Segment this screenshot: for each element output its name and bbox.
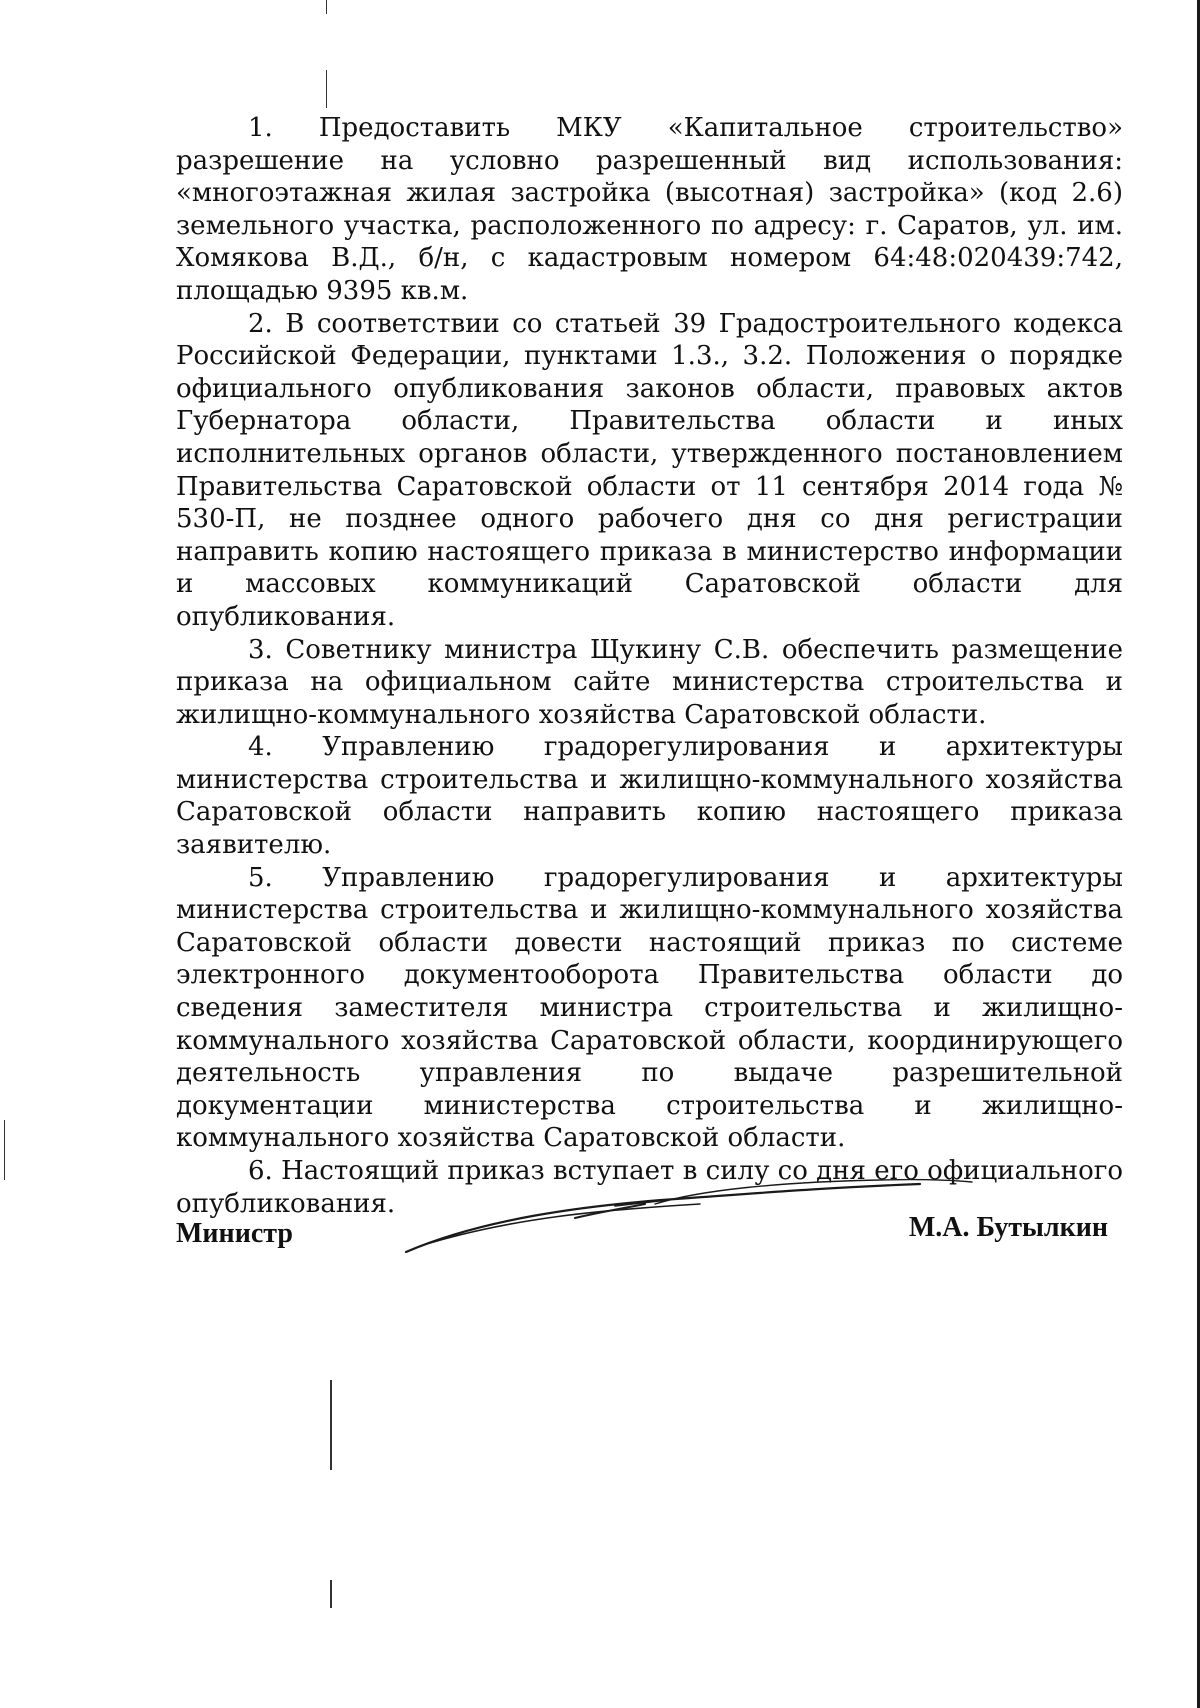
document-body: [176, 112, 1123, 1220]
signature-block: [176, 1210, 1108, 1270]
scan-artifact: [4, 1120, 5, 1180]
paragraph-2: 2. В соответствии со статьей 39 Градостроительного кодекса Российской Федерации, пунктами 1.3., 3.2. Положения о порядке официального опубликования законов области, правовых актов Губернатора области, Правительства области и иных исполнительных органов области, утвержденного постановлением Правительства Саратовской области от 11 сентября 2014 года № 530-П, не позднее одного рабочего дня со дня регистрации направить копию настоящего приказа в министерство информации и массовых коммуникаций Саратовской области для опубликования.: [176, 308, 1123, 632]
paragraph-5: 5. Управлению градорегулирования и архитектуры министерства строительства и жилищно-коммунального хозяйства Саратовской области довести настоящий приказ по системе электронного документооборота Правительства области до сведения заместителя министра строительства и жилищно-коммунального хозяйства Саратовской области, координирующего деятельность управления по выдаче разрешительной документации министерства строительства и жилищно-коммунального хозяйства Саратовской области.: [176, 862, 1123, 1154]
signatory-name: М.А. Бутылкин: [908, 1212, 1108, 1243]
paragraph-4: 4. Управлению градорегулирования и архитектуры министерства строительства и жилищно-коммунального хозяйства Саратовской области направить копию настоящего приказа заявителю.: [176, 732, 1123, 861]
paragraph-6: 6. Настоящий приказ вступает в силу со дня его официального опубликования.: [176, 1156, 1123, 1219]
paragraph-3: 3. Советнику министра Щукину С.В. обеспечить размещение приказа на официальном сайте министерства строительства и жилищно-коммунального хозяйства Саратовской области.: [176, 634, 1123, 730]
signatory-position: Министр: [176, 1218, 293, 1249]
paragraph-1: 1. Предоставить МКУ «Капитальное строительство» разрешение на условно разрешенный вид использования: «многоэтажная жилая застройка (высотная) застройка» (код 2.6) земельного участка, расположенного по адресу: г. Саратов, ул. им. Хомякова В.Д., б/н, с кадастровым номером 64:48:020439:742, площадью 9395 кв.м.: [176, 113, 1123, 306]
scan-artifact: [330, 1580, 332, 1608]
scan-artifact: [326, 70, 327, 108]
scan-artifact: [330, 1380, 332, 1470]
scan-artifact: [326, 0, 327, 14]
